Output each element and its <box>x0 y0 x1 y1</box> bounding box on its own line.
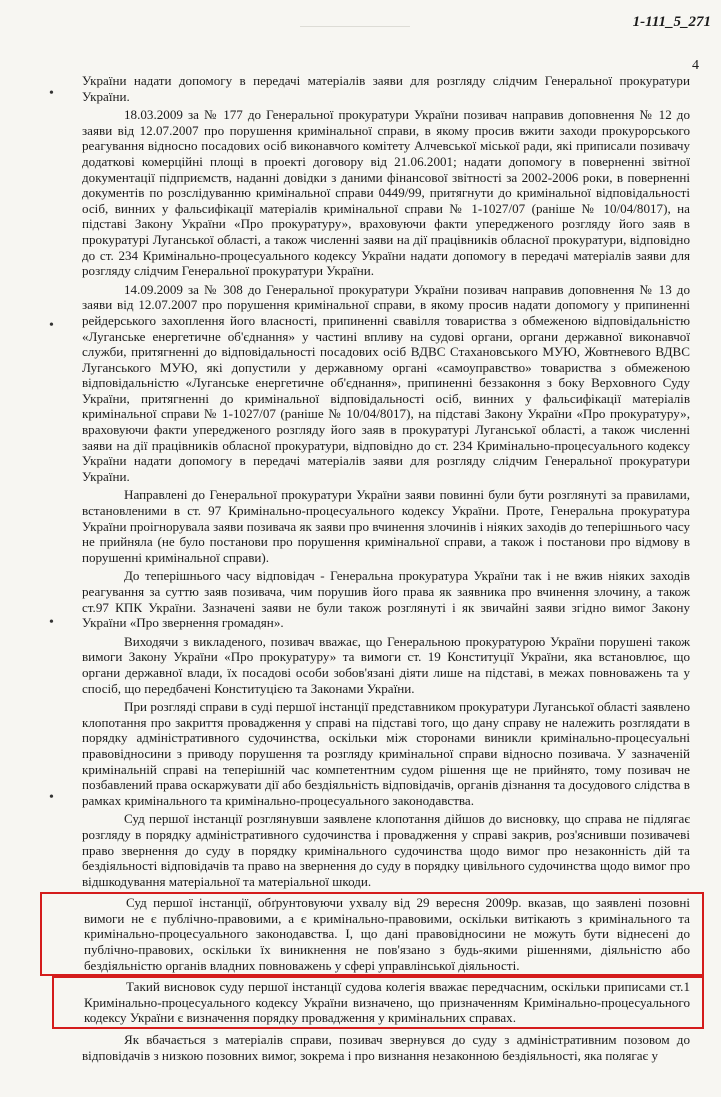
paragraph-plaintiff-position: Виходячи з викладеного, позивач вважає, що Генеральною прокуратурою України порушені також вимоги Закону України «Про прокуратуру» та вимоги ст. 19 Конституції України, яка встановлює, що органи державної влади, їх посадові особи зобов'язані діяти лише на підставі, в межах повноважень та у спосіб, що передбачені Конституцією та Законами України. <box>82 633 690 696</box>
margin-mark: • <box>49 790 54 805</box>
paragraph-final: Як вбачається з матеріалів справи, позивач звернувся до суду з адміністративним позовом до відповідачів з низкою позовних вимог, зокрема і про визнання незаконною бездіяльності, яка полягає у <box>82 1032 690 1063</box>
margin-mark: • <box>49 86 54 101</box>
faded-stamp <box>300 4 410 27</box>
highlighted-paragraph-collegium: Такий висновок суду першої інстанції судова колегія вважає передчасним, оскільки приписами ст.1 Кримінально-процесуального кодексу України визначено, що призначенням Кримінально-процесуального кодексу України є визначення порядку провадження у кримінальних справах. <box>84 979 690 1026</box>
margin-mark: • <box>49 318 54 333</box>
paragraph-first-instance-conclusion: Суд першої інстанції розглянувши заявлене клопотання дійшов до висновку, що справа не підлягає розгляду в порядку адміністративного судочинства і провадження у справі закрив, роз'яснивши позивачеві право звернення до суду в порядку кримінального судочинства щодо вимог про незаконність дій та бездіяльності відповідачів та право на звернення до суду в порядку цивільного судочинства щодо вимог про відшкодування матеріальної та матеріальної шкоди. <box>82 811 690 889</box>
paragraph-motion-to-close: При розгляді справи в суді першої інстанції представником прокуратури Луганської області заявлено клопотання про закриття провадження у справі на підставі того, що дану справу не належить розглядати в порядку адміністративного судочинства, оскільки між сторонами виникли кримінально-процесуальні правовідносини з приводу порушення та розгляду кримінальної справи відносно позивача. У зазначеній кримінальній справі на теперішній час компетентним судом рішення ще не прийнято, тому позивач не позбавлений права оскаржувати дії або бездіяльність відповідачів, органів дізнання та досудового слідства в рамках кримінального та кримінально-процесуального законодавства. <box>82 699 690 808</box>
highlight-box-first-instance <box>40 892 704 976</box>
highlighted-paragraph-ruling: Суд першої інстанції, обґрунтовуючи ухвалу від 29 вересня 2009р. вказав, що заявлені позовні вимоги не є публічно-правовими, а є кримінально-правовими, оскільки витікають з кримінального та кримінально-процесуального законодавства. І, що дані правовідносини не можуть бути віднесені до публічно-правових, оскільки їх виникнення не пов'язано з будь-якими рішеннями, діяльністю або бездіяльністю органів владних повноважень у сфері управлінської діяльності. <box>84 895 690 973</box>
paragraph-no-measures: До теперішнього часу відповідач - Генеральна прокуратура України так і не вжив ніяких заходів реагування за суттю заяв позивача, чим порушив його права як заявника про вчинення злочину, а також ст.97 КПК України. Зазначені заяви не були також розглянуті і як звичайні заяви згідно вимог Закону України «Про звернення громадян». <box>82 568 690 631</box>
case-number: 1-111_5_271 <box>632 14 711 30</box>
document-body <box>82 73 690 1066</box>
paragraph-supplement-13: 14.09.2009 за № 308 до Генеральної прокуратури України позивач направив доповнення № 13 до заяви від 12.07.2007 про порушення кримінальної справи, в якому просив надати допомогу у припиненні рейдерського захоплення його власності, припиненні свавілля товариства з обмеженою відповідальністю «Луганське енергетичне об'єднання» у частині впливу на судові органи, органи державної виконавчої служби, притягненні до відповідальності посадових осіб ВДВС Стахановського МУЮ, Жовтневого ВДВС Луганського МУЮ, які допустили у державному органі «самоуправство» товариства з обмеженою відповідальністю «Луганське енергетичне об'єднання», припиненні беззаконня з боку Верховного Суду України, притягненні до кримінальної відповідальності осіб, винних у фальсифікації матеріалів кримінальної справи № 1-1027/07 (раніше № 10/04/8017), на підставі Закону України «Про прокуратуру», враховуючи факти упередженого розгляду його заяв в прокуратурі Луганської області, а також численні заяви на дії працівників обласної прокуратури, відповідно до ст. 234 Кримінально-процесуального кодексу України надати допомогу в передачі матеріалів заяви для розгляду слідчим Генеральної прокуратури України. <box>82 281 690 484</box>
paragraph-prosecutor-ignored: Направлені до Генеральної прокуратури України заяви повинні були бути розглянуті за правилами, встановленими в ст. 97 Кримінально-процесуального кодексу України. Проте, Генеральна прокуратура України проігнорувала заяви позивача як заяви про вчинення злочинів і ніяких заходів до теперішнього часу не прийняла (не було постанови про порушення кримінальної справи, а також і постанови про відмову в порушенні кримінальної справи). <box>82 487 690 565</box>
highlight-box-collegium <box>52 976 704 1029</box>
page-number: 4 <box>692 58 699 73</box>
paragraph-continuation: України надати допомогу в передачі матеріалів заяви для розгляду слідчим Генеральної прокуратури України. <box>82 73 690 104</box>
margin-mark: • <box>49 615 54 630</box>
paragraph-supplement-12: 18.03.2009 за № 177 до Генеральної прокуратури України позивач направив доповнення № 12 до заяви від 12.07.2007 про порушення кримінальної справи, в якому просив вжити заходи прокурорського реагування відносно посадових осіб виконавчого комітету Алчевської міської ради, які приписали позивачу додаткові комерційні площі в проекті договору від 21.06.2001; надати допомогу в поверненні звітної документації підприємств, наданні довідки з даними фінансової звітності за 2002-2006 роки, в поверненні документів по розслідуванню кримінальної справи 0449/99, притягнути до кримінальної відповідальності осіб, винних у фальсифікації матеріалів кримінальної справи № 1-1027/07 (раніше № 10/04/8017), на підставі Закону України «Про прокуратуру», враховуючи факти упередженого розгляду його заяв в прокуратурі Луганської області, а також численні заяви на дії працівників обласної прокуратури, відповідно до ст. 234 Кримінально-процесуального кодексу України надати допомогу в передачі матеріалів заяви для розгляду слідчим Генеральної прокуратури України. <box>82 107 690 279</box>
